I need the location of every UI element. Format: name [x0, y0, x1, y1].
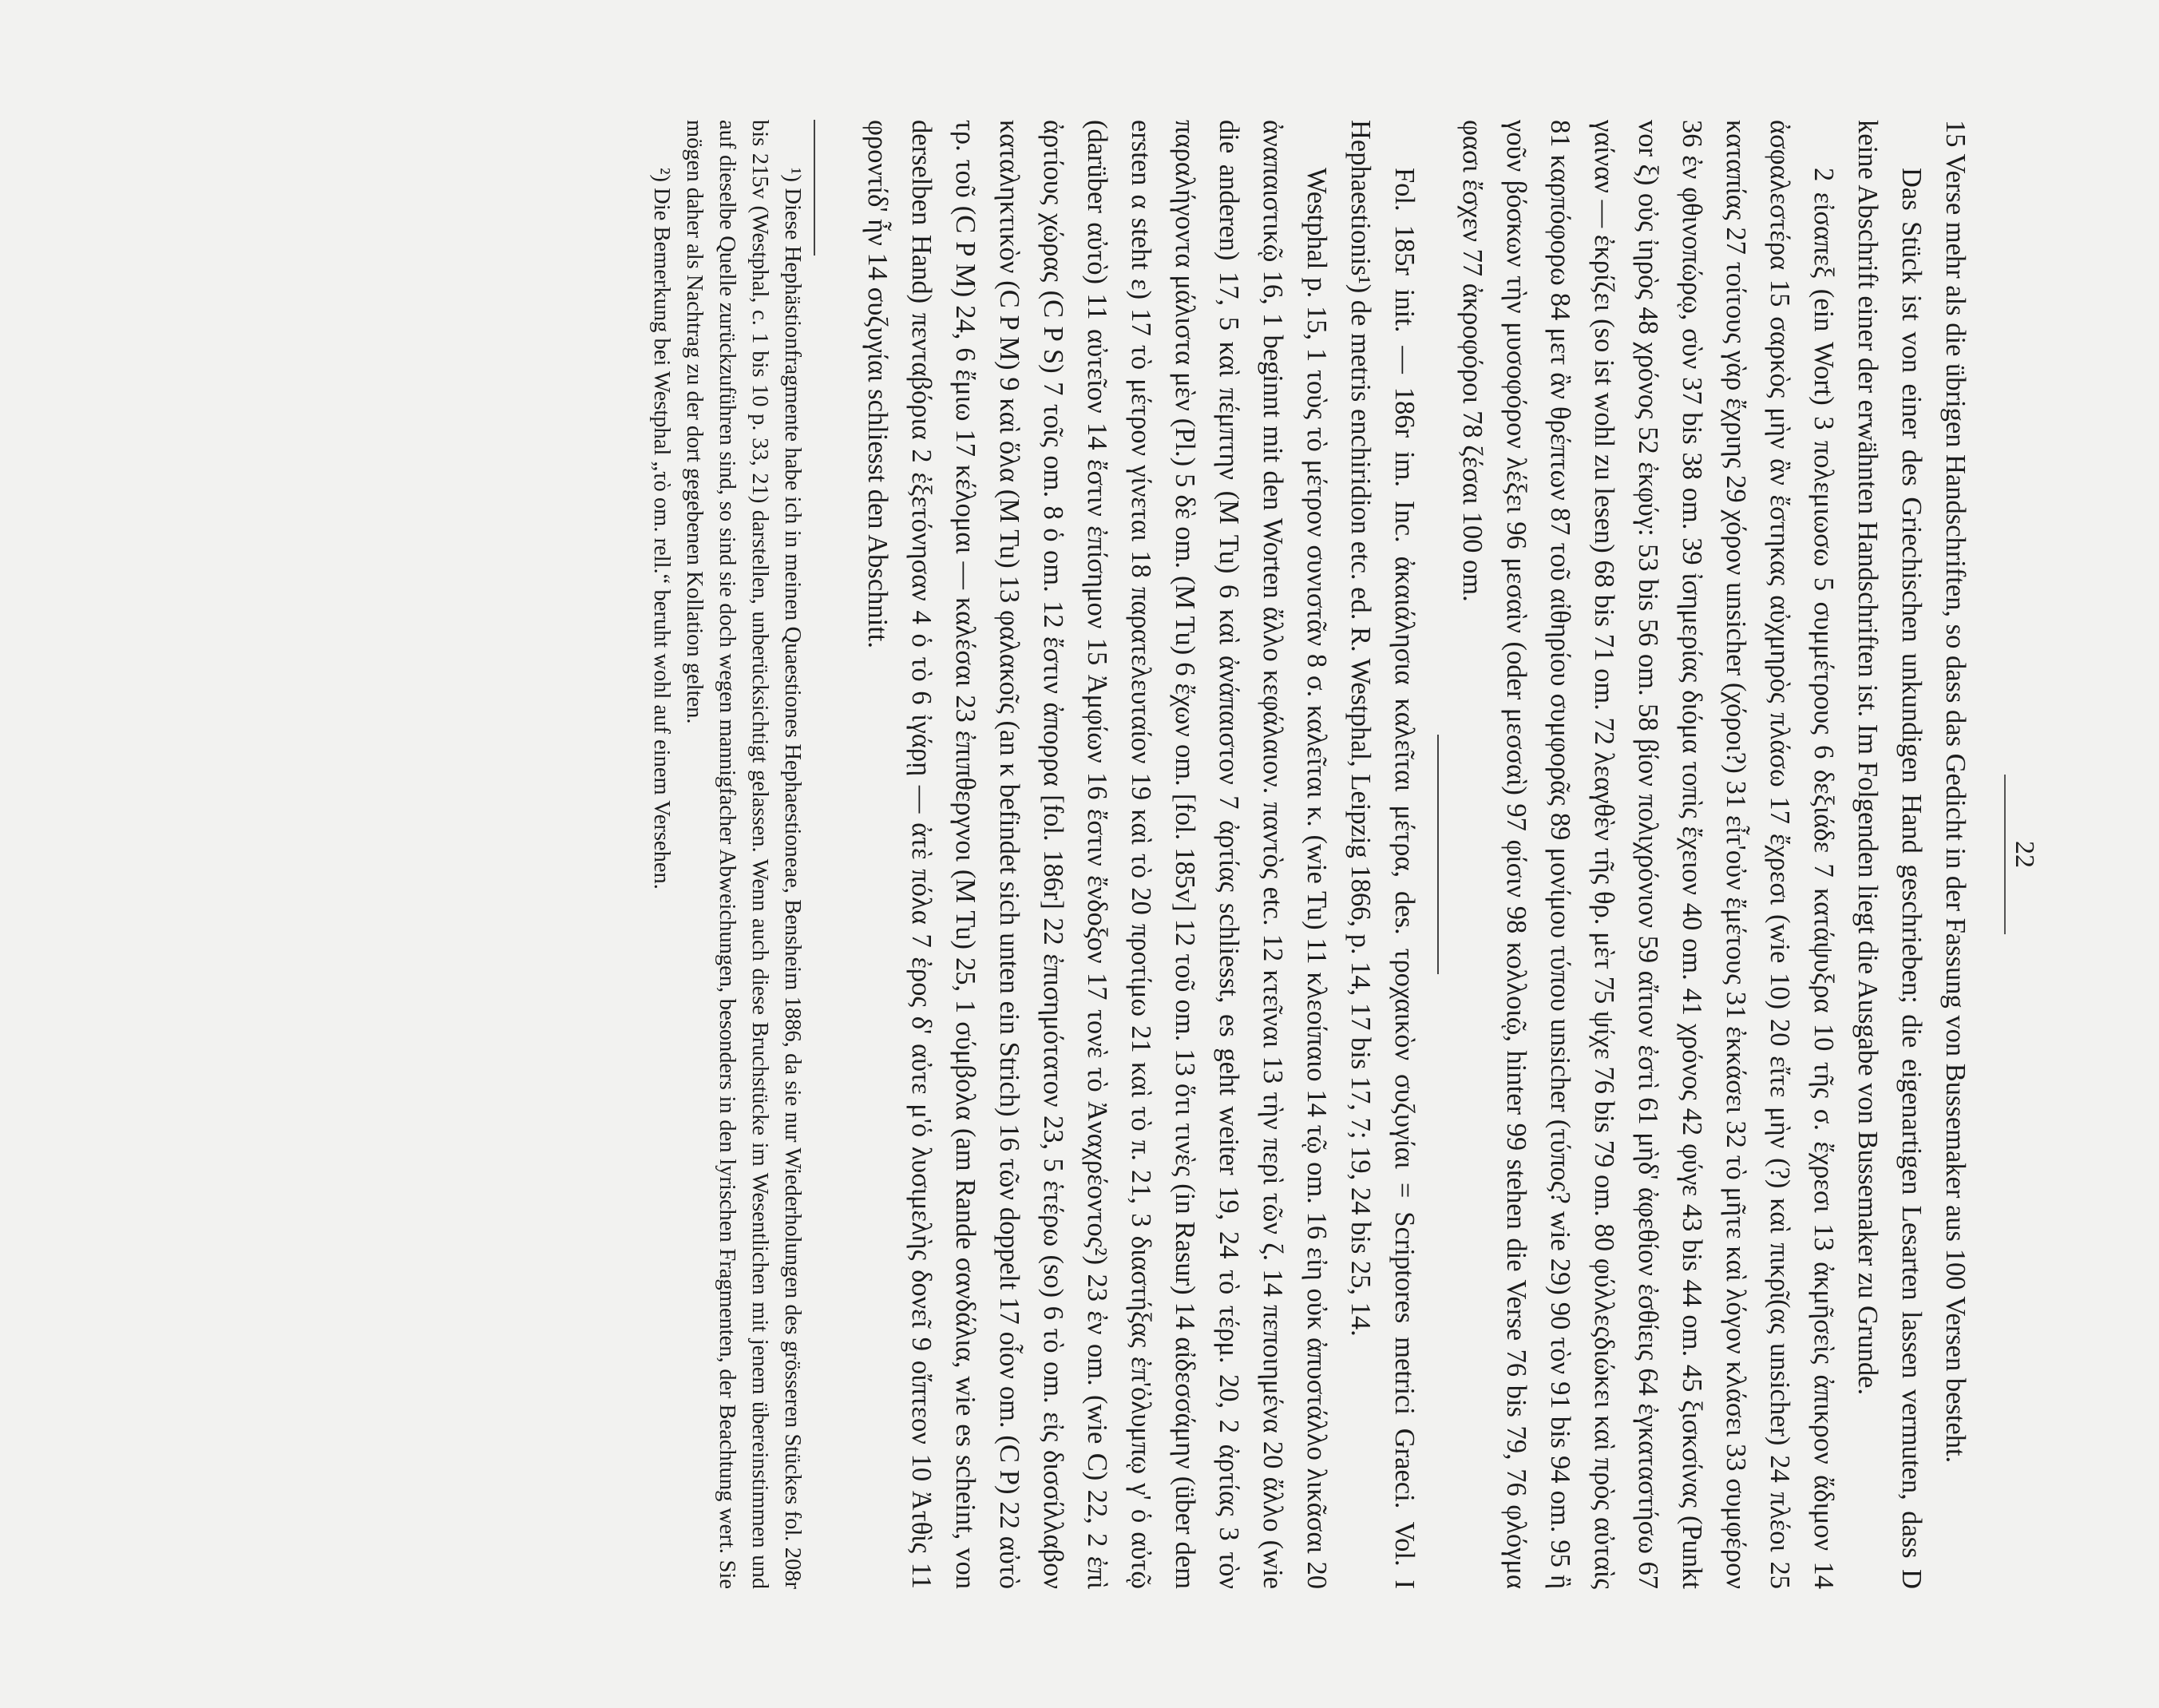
section-divider — [1437, 735, 1439, 974]
page-content — [645, 120, 2039, 1589]
paragraph-variants: 2 εἰσαπεξ (ein Wort) 3 πολεμιωσω 5 συμμέτρους 6 δεξιάδε 7 κατάψυξρα 10 τῆς σ. ἔχρεσι 13 ἀκμῆσεὶς ἀπικρον ἄδιμον 14 ἀσφαλεστέρα 15 σαρκὸς μὴν ἂν ἔστηκας αὐχμηρὸς πλάσω 17 ἔχρεσι (wie 10) 20 εἴτε μὴν (?) καὶ πικρῖ(ας unsicher) 24 πλέοι 25 καταπίας 27 τοίτους γὰρ ἔχριης 29 χόρον unsicher (χόροι?) 31 εἶτ'οὐν ἔμέτους 31 ἐκκάσει 32 τὸ μῆτε καὶ λόγον κλάσει 33 συμφέρον 36 ἐν φθινοπώρῳ, σὺν 37 bis 38 om. 39 ἰσημερίας διόμα τοπὶς ἔχειον 40 om. 41 χρόνος 42 φύγε 43 bis 44 om. 45 ξισκσίνας (Punkt vor ξ) οὐς ἰηρὸς 48 χρόνος 52 ἐκφύγ: 53 bis 56 om. 58 βίον πολιχρόνιον 59 αἴτιον ἐστὶ 61 μὴδ' ἀφεθίον ἐσθίεις 64 ἐγκαταστήσω 67 γαίναν — ἐκρίζει (so ist wohl zu lesen) 68 bis 71 om. 72 λεαγθὲν τῆς θρ. μὲτ 75 ψίχε 76 bis 79 om. 80 φύλλεςδιώκει καὶ πρὸς αὐταὶς 81 καρπόφορω 84 μετ ἂν θρέπτων 87 τοῦ αἰθηρίου συμφορᾶς 89 μονίμου τύπου unsicher (τύπος? wie 29) 90 τὸν 91 bis 94 om. 95 ἢ γοῦν βόσκων τὴν μυσοφόρον λέξει 96 μεσαὶν (oder μεσσαὶ) 97 φίσιν 98 κολλοιῷ, hinter 99 stehen die Verse 76 bis 79, 76 φλόγμα φασι ἔσχεν 77 ἀκροφόροι 78 ζέσαι 100 om. — [1457, 120, 1839, 1589]
paragraph-intro: 15 Verse mehr als die übrigen Handschriften, so dass das Gedicht in der Fassung von Bussemaker aus 100 Versen besteht. — [1940, 120, 1971, 1464]
footnote-1: ¹) Diese Hephästionfragmente habe ich in meinen Quaestiones Hephaestioneae, Bensheim 1886, da sie nur Wiederholungen des grösseren Stückes fol. 208r bis 215v (Westphal, c. 1 bis 10 p. 33, 21) darstellen, unberücksichtigt gelassen. Wenn auch diese Bruchstücke im Wesentlichen mit jenem übereinstimmen und auf dieselbe Quelle zurückzuführen sind, so sind sie doch wegen mannigfacher Abweichungen, besonders in den lyrischen Fragmenten, der Beachtung wert. Sie mögen daher als Nachtrag zu der dort gegebenen Kollation gelten. — [682, 120, 805, 1589]
page-number: 22 — [2004, 775, 2039, 934]
footnote-2: ²) Die Bemerkung bei Westphal „τὸ om. rell.“ beruht wohl auf einem Versehen. — [649, 168, 674, 890]
paragraph-fol-185: Fol. 185r init. — 186r im. Inc. ἀκαιάλησια καλεῖται μέτρα, des. τροχαικὸν συζυγίαι = Scriptores metrici Graeci. Vol. I Hephaestionis¹) de metris enchiridion etc. ed. R. Westphal, Leipzig 1866, p. 14, 17 bis 17, 7; 19, 24 bis 25, 14. — [1345, 120, 1420, 1589]
footnote-rule — [814, 120, 815, 256]
paragraph-westphal: Westphal p. 15, 1 τοὺς τὸ μέτρον συνιστᾶν 8 σ. καλεῖται κ. (wie Tu) 11 κλεοίπαιο 14 τῷ om. 16 εἰη οὐκ ἀπυστάλλο λικᾶσαι 20 ἀναπαιστικῷ 16, 1 beginnt mit den Worten ἄλλο κεφάλαιον. παντὸς etc. 12 κτεῖναι 13 τὴν περὶ τῶν ζ. 14 πεποιημένα 20 ἄλλο (wie die anderen) 17, 5 καὶ πέμπτην (M Tu) 6 καὶ ἀνάπαιστον 7 ἀρτίας schliesst, es geht weiter 19, 24 τὸ τέρμ. 20, 2 ἀρτίας 3 τὸν παραλήγοντα μάλιστα μὲν (Pl.) 5 δὲ om. (M Tu) 6 ἔχων om. [fol. 185v] 12 τοῦ om. 13 ὅτι τινὲς (in Rasur) 14 αἰδεσσάμην (über dem ersten α steht ε) 17 τὸ μέτρον γίνεται 18 παρατελευταίον 19 καὶ τὸ 20 προτίμω 21 καὶ τὸ π. 21, 3 διαστήξας ἐπ'ὀλυμπῳ γ' ὁ αὐτῷ (darüber αὐτὸ) 11 αὐτεῖον 14 ἔστιν ἐπίσημον 15 Ἀμφίων 16 ἔστιν ἔνδοξον 17 τονὲ τὸ Ἀναχρέοντος²) 23 ἐν om. (wie C) 22, 2 ἐπὶ ἀρτίους χώρας (C P S) 7 τοῖς om. 8 ὁ om. 12 ἔστιν ἀπορρα [fol. 186r] 22 ἐπισημότατον 23, 5 ἑτέρω (so) 6 τὸ om. εἰς δισσίλλαβον καταληκτικὸν (C P M) 9 καὶ ὅλα (M Tu) 13 φαλακοῖς (an κ befindet sich unten ein Strich) 16 τῶν doppelt 17 οἷον om. (C P) 22 αὐτὸ τρ. τοῦ (C P M) 24, 6 ἔμιω 17 κέλομαι — καλέσαι 23 ἐπιπθεργνοι (M Tu) 25, 1 σύμβολα (am Rande σανδάλια, wie es scheint, von derselben Hand) πενταβόρια 2 ἐξετόνησαν 4 ὁ τὸ 6 ἰγάρῃ — ἀτὲ πόλα 7 ἐρος δ' αὐτε μ'ὁ λυσιμελὴς δονεῖ 9 οἴπτεον 10 Ἀτθὶς 11 φροντίδ' ἦν 14 συζυγίαι schliesst den Abschnitt. — [862, 120, 1332, 1589]
paragraph-description: Das Stück ist von einer des Griechischen unkundigen Hand geschrieben; die eigenartigen Lesarten lassen vermuten, dass D keine Abschrift einer der erwähnten Handschriften ist. Im Folgenden liegt die Ausgabe von Bussemaker zu Grunde. — [1852, 120, 1927, 1589]
